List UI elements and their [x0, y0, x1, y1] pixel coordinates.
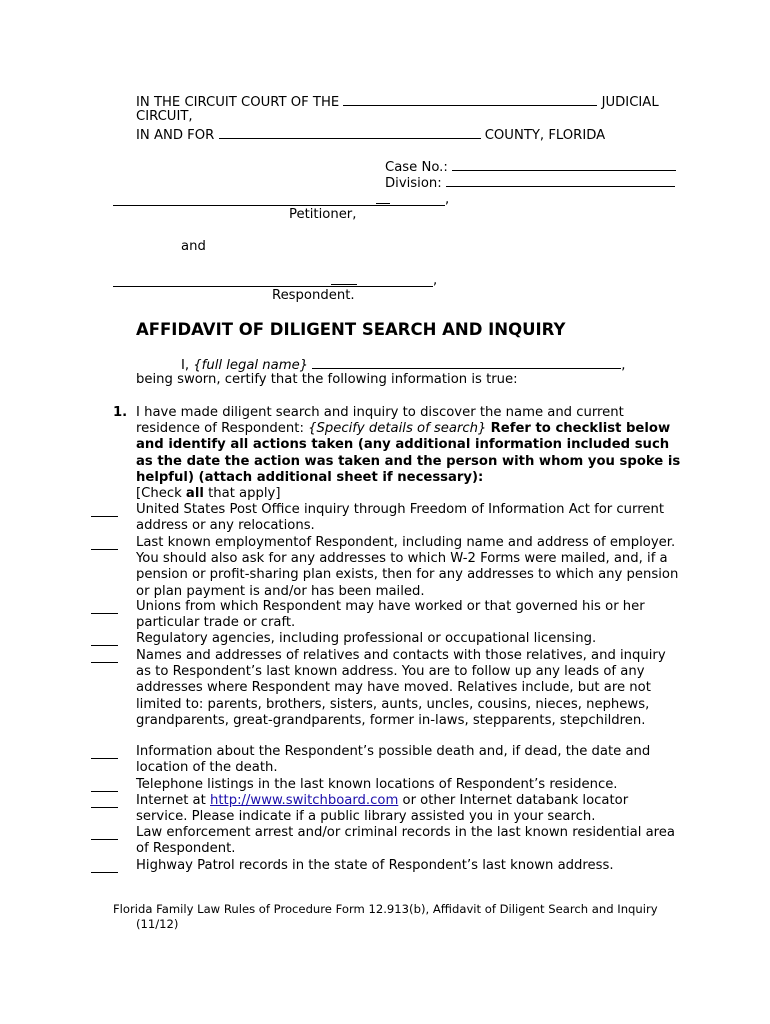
- checklist-item: Last known employmentof Respondent, including name and address of employer. You should also ask for any addresses to which W-2 Forms were mailed, and, if a pension or profit-sharing plan exists, then for any addresses to which any pension or plan payment is and/or has been mailed.: [136, 535, 679, 599]
- full-legal-name-field[interactable]: [312, 356, 621, 369]
- checklist-item: Law enforcement arrest and/or criminal records in the last known residential area of Respondent.: [136, 825, 676, 857]
- checklist-item: Names and addresses of relatives and contacts with those relatives, and inquiry as to Respondent’s last known address. You are to follow up any leads of any addresses where Respondent may have moved. Relatives include, but are not limited to: parents, brothers, sisters, aunts, uncles, cousins, nieces, nephews, grandparents, great-grandparents, former in-laws, stepparents, stepchildren.: [136, 648, 666, 728]
- section1-plain: I have made diligent search and inquiry to discover the name and current residence of Respondent:: [136, 405, 624, 437]
- petitioner-label: Petitioner,: [289, 207, 357, 222]
- check-open: [Check: [136, 486, 182, 502]
- petitioner-name-field[interactable]: [113, 205, 445, 206]
- checkbox-relatives[interactable]: [91, 662, 118, 663]
- checklist-item: Regulatory agencies, including professional or occupational licensing.: [136, 631, 597, 646]
- petitioner-comma: ,: [445, 192, 450, 207]
- section-number: 1.: [113, 405, 128, 420]
- checklist-item: United States Post Office inquiry through Freedom of Information Act for current address or any relocations.: [136, 502, 664, 534]
- internet-prefix: Internet at: [136, 793, 206, 808]
- checkbox-regulatory[interactable]: [91, 645, 118, 646]
- respondent-label: Respondent.: [272, 288, 355, 303]
- checkbox-unions[interactable]: [91, 613, 118, 614]
- document-title: AFFIDAVIT OF DILIGENT SEARCH AND INQUIRY: [136, 320, 566, 339]
- footer-text: Florida Family Law Rules of Procedure Form 12.913(b), Affidavit of Diligent Search and Inquiry (11/12): [113, 902, 658, 931]
- case-no-label: Case No.:: [385, 160, 448, 175]
- division-row: [385, 174, 675, 191]
- county-blank-mark: [376, 138, 396, 139]
- section1-bold: Refer to checklist below and identify all actions taken (any additional information included such as the date the action was taken and the person with whom you spoke is helpful) (attach additional sheet if necessary):: [136, 421, 681, 485]
- oath-line2: being sworn, certify that the following information is true:: [136, 372, 518, 387]
- in-and-for-label: IN AND FOR: [136, 128, 215, 143]
- checklist-item: Highway Patrol records in the state of Respondent’s last known address.: [136, 858, 614, 873]
- page-footer: [113, 902, 683, 932]
- county-blank[interactable]: [219, 126, 481, 139]
- circuit-blank-mark: [474, 105, 489, 106]
- and-label: and: [181, 239, 206, 254]
- oath-i: I,: [181, 358, 190, 373]
- checkbox-employment[interactable]: [91, 549, 118, 550]
- respondent-comma: ,: [433, 273, 438, 288]
- checkbox-highway-patrol[interactable]: [91, 872, 118, 873]
- section1-text: [136, 405, 681, 502]
- circuit-blank[interactable]: [343, 93, 597, 106]
- county-florida-label: COUNTY, FLORIDA: [484, 128, 606, 143]
- checkbox-death[interactable]: [91, 758, 118, 759]
- full-legal-name-hint: {full legal name}: [193, 358, 309, 373]
- checkbox-internet[interactable]: [91, 807, 118, 808]
- checkbox-post-office[interactable]: [91, 516, 118, 517]
- switchboard-link[interactable]: http://www.switchboard.com: [210, 793, 399, 808]
- petitioner-blank-mark: [376, 203, 390, 204]
- oath-line1: [181, 356, 626, 373]
- section1-italic: {Specify details of search}: [308, 421, 487, 437]
- respondent-name-field[interactable]: [113, 286, 433, 287]
- checklist-item: Information about the Respondent’s possible death and, if dead, the date and location of the death.: [136, 744, 651, 776]
- check-close: that apply]: [208, 486, 281, 502]
- oath-comma: ,: [621, 358, 626, 373]
- division-field[interactable]: [446, 174, 675, 187]
- court-header-line3: [136, 126, 605, 143]
- checkbox-law-enforcement[interactable]: [91, 839, 118, 840]
- court-header-line2: CIRCUIT,: [136, 109, 193, 124]
- court-header-line1: [136, 93, 659, 110]
- checklist-item-internet: [136, 793, 681, 825]
- court-label: IN THE CIRCUIT COURT OF THE: [136, 95, 340, 110]
- case-number-row: [385, 158, 676, 175]
- check-all: all: [185, 486, 204, 502]
- checklist-item: Unions from which Respondent may have worked or that governed his or her particular trade or craft.: [136, 599, 645, 631]
- checklist-item: Telephone listings in the last known locations of Respondent’s residence.: [136, 777, 618, 792]
- internet-suffix: or other Internet databank locator service. Please indicate if a public library assisted you in your search.: [136, 793, 629, 825]
- respondent-blank-mark: [331, 284, 357, 285]
- judicial-label: JUDICIAL: [601, 95, 659, 110]
- case-no-field[interactable]: [452, 158, 676, 171]
- division-label: Division:: [385, 176, 442, 191]
- checkbox-telephone[interactable]: [91, 791, 118, 792]
